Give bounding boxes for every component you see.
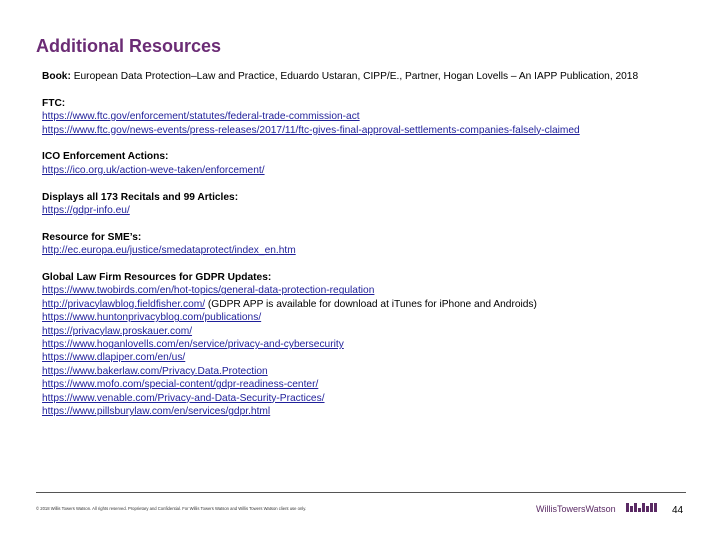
sme-section bbox=[42, 231, 702, 258]
law-firm-link[interactable]: https://www.pillsburylaw.com/en/services/gdpr.html bbox=[42, 406, 271, 418]
footer-copyright: © 2018 Willis Towers Watson. All rights reserved. Proprietary and Confidential. For Willis Towers Watson and Willis Towers Watson client use only. bbox=[36, 506, 307, 511]
law-firms-section bbox=[42, 271, 702, 418]
ico-section bbox=[42, 150, 702, 177]
gdpr-info-link[interactable]: https://gdpr-info.eu/ bbox=[42, 205, 130, 217]
ftc-section bbox=[42, 97, 702, 137]
law-firm-link[interactable]: https://www.huntonprivacyblog.com/publications/ bbox=[42, 312, 262, 324]
fieldfisher-note: (GDPR APP is available for download at iTunes for iPhone and Androids) bbox=[205, 298, 537, 310]
resources-content bbox=[42, 70, 702, 432]
willis-towers-watson-logo: WillisTowersWatson bbox=[536, 504, 616, 514]
gdpr-info-section bbox=[42, 191, 702, 218]
ico-heading: ICO Enforcement Actions: bbox=[42, 151, 169, 163]
law-firm-link[interactable]: https://privacylaw.proskauer.com/ bbox=[42, 325, 193, 337]
book-label: Book: bbox=[42, 71, 71, 82]
footer-divider bbox=[36, 492, 686, 493]
book-text: European Data Protection–Law and Practice, Eduardo Ustaran, CIPP/E., Partner, Hogan Lovells – An IAPP Publication, 2018 bbox=[73, 71, 639, 82]
ftc-link[interactable]: https://www.ftc.gov/news-events/press-releases/2017/11/ftc-gives-final-approval-settlements-companies-falsely-claimed bbox=[42, 124, 580, 136]
law-firm-link[interactable]: https://www.dlapiper.com/en/us/ bbox=[42, 352, 186, 364]
ico-link[interactable]: https://ico.org.uk/action-weve-taken/enforcement/ bbox=[42, 164, 265, 176]
law-firm-link[interactable]: http://privacylawblog.fieldfisher.com/ bbox=[42, 298, 206, 310]
page-title: Additional Resources bbox=[36, 36, 222, 56]
logo-bars-icon bbox=[626, 503, 657, 512]
book-reference bbox=[42, 70, 702, 83]
law-firm-link[interactable]: https://www.mofo.com/special-content/gdpr-readiness-center/ bbox=[42, 379, 319, 391]
gdpr-info-heading: Displays all 173 Recitals and 99 Articles: bbox=[42, 191, 239, 203]
ftc-link[interactable]: https://www.ftc.gov/enforcement/statutes/federal-trade-commission-act bbox=[42, 111, 360, 123]
law-firm-link[interactable]: https://www.bakerlaw.com/Privacy.Data.Protection bbox=[42, 365, 268, 377]
sme-link[interactable]: http://ec.europa.eu/justice/smedataprotect/index_en.htm bbox=[42, 245, 296, 257]
law-firm-link[interactable]: https://www.venable.com/Privacy-and-Data-Security-Practices/ bbox=[42, 392, 325, 404]
law-firm-link[interactable]: https://www.twobirds.com/en/hot-topics/general-data-protection-regulation bbox=[42, 285, 375, 297]
law-firms-heading: Global Law Firm Resources for GDPR Updates: bbox=[42, 272, 272, 284]
law-firm-link[interactable]: https://www.hoganlovells.com/en/service/privacy-and-cybersecurity bbox=[42, 339, 344, 351]
page-number: 44 bbox=[672, 505, 684, 516]
ftc-heading: FTC: bbox=[42, 97, 66, 109]
sme-heading: Resource for SME’s: bbox=[42, 231, 142, 243]
